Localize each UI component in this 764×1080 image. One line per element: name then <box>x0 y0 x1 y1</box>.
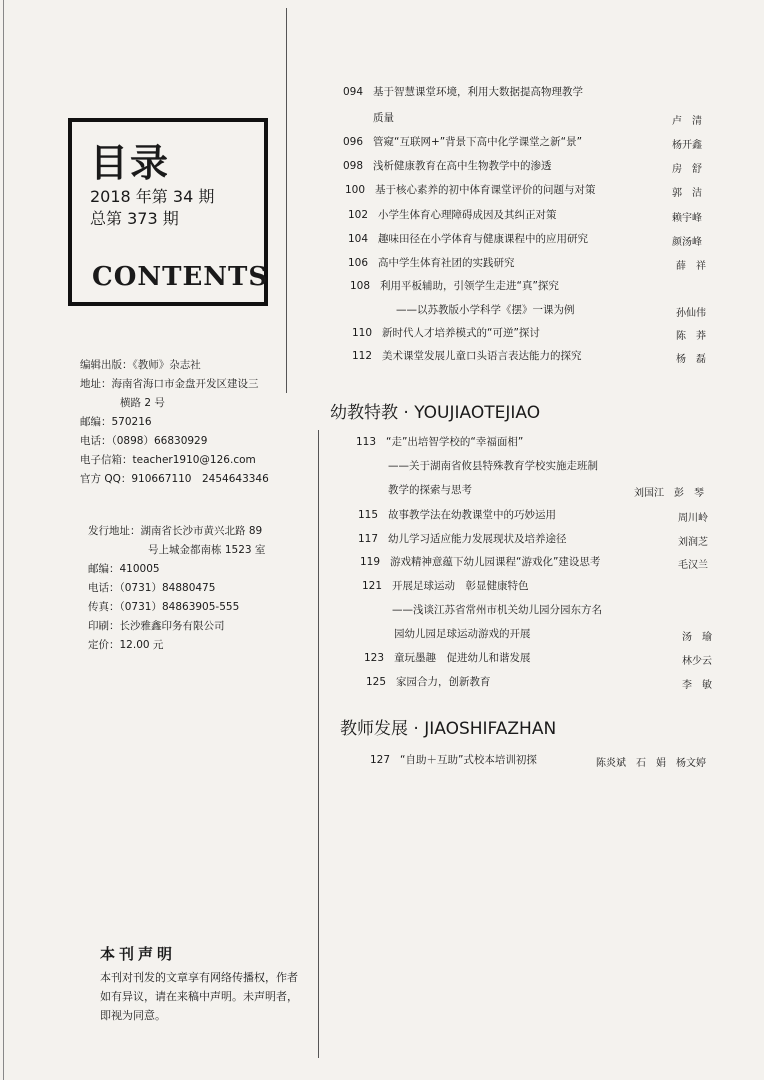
article-page-number: 115 <box>358 509 379 521</box>
article-title[interactable]: 高中学生体育社团的实践研究 <box>378 257 515 269</box>
publisher-line: 官方 QQ：910667110 2454643346 <box>80 473 269 485</box>
column-divider-lower <box>318 430 319 1058</box>
article-author: 毛汉兰 <box>678 560 708 571</box>
publisher-line: 邮编：570216 <box>80 416 152 428</box>
article-page-number: 098 <box>343 160 364 172</box>
article-title[interactable]: 游戏精神意蕴下幼儿园课程“游戏化”建设思考 <box>390 556 601 568</box>
article-page-number: 108 <box>350 280 371 292</box>
publisher-line: 编辑出版：《教师》杂志社 <box>80 359 201 371</box>
article-title[interactable]: 家园合力，创新教育 <box>396 676 491 688</box>
publisher-line: 电子信箱：teacher1910@126.com <box>80 454 256 466</box>
article-author: 李 敏 <box>682 680 712 691</box>
distribution-info <box>88 522 265 655</box>
article-author: 杨 磊 <box>676 354 706 365</box>
distribution-line: 号上城金都南栋 1523 室 <box>148 544 266 556</box>
article-title[interactable]: 故事教学法在幼教课堂中的巧妙运用 <box>388 509 556 521</box>
article-title[interactable]: 趣味田径在小学体育与健康课程中的应用研究 <box>378 233 588 245</box>
issue-number: 2018 年第 34 期 <box>90 187 215 206</box>
article-title[interactable]: 幼儿学习适应能力发展现状及培养途径 <box>388 533 567 545</box>
article-author: 陈 莽 <box>676 331 706 342</box>
distribution-line: 传真：（0731）84863905-555 <box>88 601 240 613</box>
article-subtitle[interactable]: ——关于湖南省攸县特殊教育学校实施走班制 <box>388 460 598 472</box>
article-author: 陈炎斌 石 娟 杨文婷 <box>596 758 706 769</box>
article-title[interactable]: 管窥“互联网+”背景下高中化学课堂之新“景” <box>373 136 583 148</box>
article-title[interactable]: “走”出培智学校的“幸福面相” <box>386 436 524 448</box>
article-author: 刘国江 彭 琴 <box>634 488 704 499</box>
article-title[interactable]: “自助＋互助”式校本培训初探 <box>400 754 537 766</box>
article-page-number: 125 <box>366 676 387 688</box>
article-page-number: 112 <box>352 350 373 362</box>
article-page-number: 110 <box>352 327 373 339</box>
article-page-number: 113 <box>356 436 377 448</box>
article-page-number: 123 <box>364 652 385 664</box>
publisher-info <box>80 356 269 489</box>
article-subtitle[interactable]: ——浅谈江苏省常州市机关幼儿园分园东方名 <box>392 604 602 616</box>
article-page-number: 104 <box>348 233 369 245</box>
article-page-number: 102 <box>348 209 369 221</box>
publisher-line: 地址：海南省海口市金盘开发区建设三 <box>80 378 259 390</box>
distribution-line: 邮编：410005 <box>88 563 160 575</box>
article-subtitle-cont[interactable]: 园幼儿园足球运动游戏的开展 <box>394 628 531 640</box>
article-title-cont[interactable]: 质量 <box>373 112 394 124</box>
article-author: 杨开鑫 <box>672 140 702 151</box>
article-title[interactable]: 童玩墨趣 促进幼儿和谐发展 <box>394 652 531 664</box>
contents-heading: CONTENTS <box>92 262 269 292</box>
article-author: 赖宇峰 <box>672 213 702 224</box>
publisher-line: 横路 2 号 <box>120 397 165 409</box>
article-title[interactable]: 基于智慧课堂环境，利用大数据提高物理教学 <box>373 86 583 98</box>
page-title: 目录 <box>90 141 171 185</box>
notice-heading: 本刊声明 <box>100 945 177 963</box>
article-page-number: 127 <box>370 754 391 766</box>
distribution-line: 印刷：长沙雅鑫印务有限公司 <box>88 620 225 632</box>
article-author: 房 舒 <box>672 164 702 175</box>
article-author: 薛 祥 <box>676 261 706 272</box>
section-heading-preschool: 幼教特教 · YOUJIAOTEJIAO <box>330 403 541 423</box>
section-heading-teacher: 教师发展 · JIAOSHIFAZHAN <box>340 719 557 739</box>
article-title[interactable]: 基于核心素养的初中体育课堂评价的问题与对策 <box>375 184 596 196</box>
article-author: 颜汤峰 <box>672 237 702 248</box>
article-author: 林少云 <box>682 656 712 667</box>
total-issue-number: 总第 373 期 <box>90 209 179 228</box>
masthead-box <box>68 118 268 306</box>
article-page-number: 096 <box>343 136 364 148</box>
article-title[interactable]: 利用平板辅助，引领学生走进“真”探究 <box>380 280 559 292</box>
article-author: 郭 洁 <box>672 188 702 199</box>
article-title[interactable]: 小学生体育心理障碍成因及其纠正对策 <box>378 209 557 221</box>
article-page-number: 094 <box>343 86 364 98</box>
publisher-line: 电话：（0898）66830929 <box>80 435 208 447</box>
distribution-line: 发行地址：湖南省长沙市黄兴北路 89 <box>88 525 263 537</box>
article-subtitle[interactable]: ——以苏教版小学科学《摆》一课为例 <box>396 304 575 316</box>
notice-body: 本刊对刊发的文章享有网络传播权，作者如有异议，请在来稿中声明。未声明者，即视为同意。 <box>100 971 298 1022</box>
article-author: 卢 清 <box>672 116 702 127</box>
article-page-number: 119 <box>360 556 381 568</box>
article-page-number: 117 <box>358 533 379 545</box>
article-page-number: 121 <box>362 580 383 592</box>
column-divider <box>286 8 287 393</box>
article-title[interactable]: 开展足球运动 彰显健康特色 <box>392 580 529 592</box>
distribution-line: 电话：（0731）84880475 <box>88 582 216 594</box>
left-edge-line <box>3 0 4 1080</box>
article-author: 周川岭 <box>678 513 708 524</box>
article-author: 汤 瑜 <box>682 632 712 643</box>
article-title[interactable]: 新时代人才培养模式的“可逆”探讨 <box>382 327 540 339</box>
distribution-line: 定价：12.00 元 <box>88 639 164 651</box>
article-page-number: 106 <box>348 257 369 269</box>
article-author: 刘润芝 <box>678 537 708 548</box>
article-author: 孙仙伟 <box>676 308 706 319</box>
article-title[interactable]: 美术课堂发展儿童口头语言表达能力的探究 <box>382 350 582 362</box>
article-title[interactable]: 浅析健康教育在高中生物教学中的渗透 <box>373 160 552 172</box>
article-subtitle-cont[interactable]: 教学的探索与思考 <box>388 484 472 496</box>
article-page-number: 100 <box>345 184 366 196</box>
